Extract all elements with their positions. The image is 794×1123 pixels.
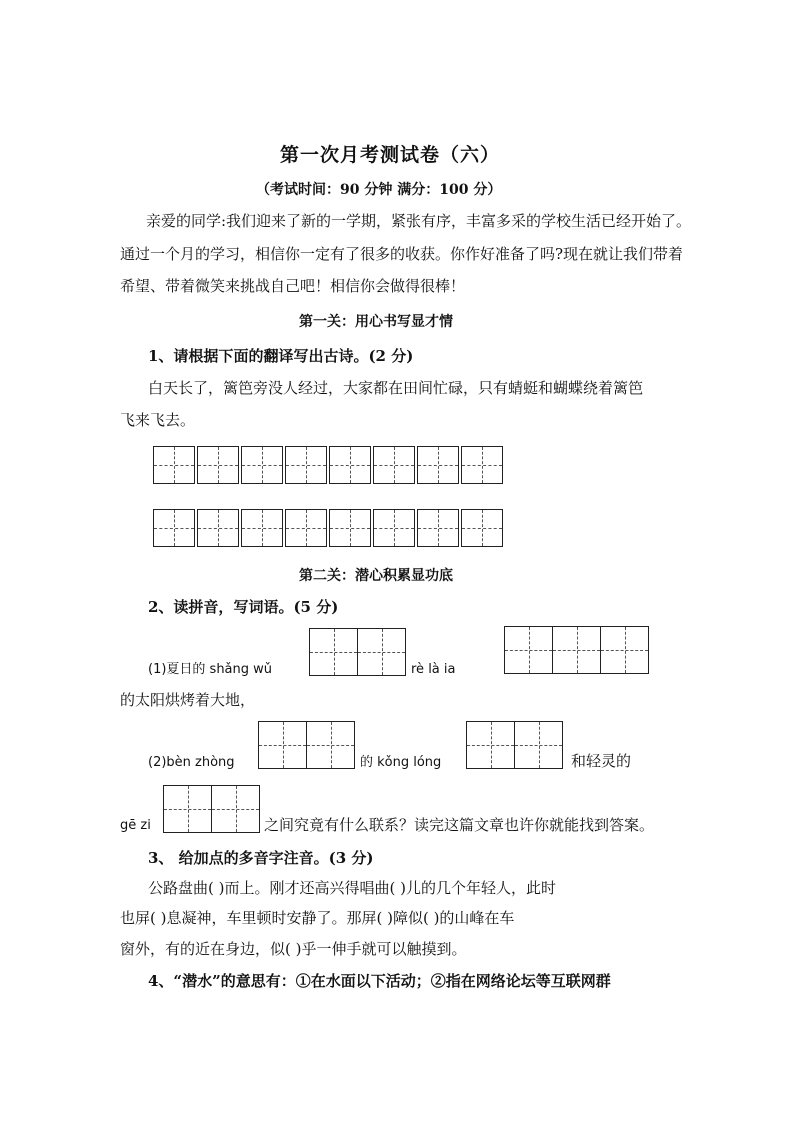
answer-grid-relala [504,626,649,674]
question-2-line-1-cont: 的太阳烘烤着大地， [120,691,256,709]
question-2-line-2-suffix: 和轻灵的 [571,752,632,770]
writing-cell[interactable] [329,509,371,547]
writing-cell[interactable] [417,509,459,547]
writing-cell[interactable] [241,446,283,484]
answer-cell[interactable] [309,628,358,676]
section-2-heading: 第二关：潜心积累显功底 [299,568,453,584]
intro-line-1: 亲爱的同学:我们迎来了新的一学期，紧张有序，丰富多采的学校生活已经开始了。 [146,212,692,230]
answer-grid-shangwu [309,628,406,676]
answer-cell[interactable] [211,785,260,833]
section-1-heading: 第一关：用心书写显才情 [299,314,453,330]
writing-cell[interactable] [153,446,195,484]
question-3-line-3: 窗外，有的近在身边，似( )乎一伸手就可以触摸到。 [120,940,467,958]
question-2-title: 2、读拼音，写词语。(5 分) [148,598,339,616]
question-2-line-3-prefix: gē zi [120,818,151,833]
question-4-title: 4、“潜水”的意思有：①在水面以下活动；②指在网络论坛等互联网群 [148,972,611,990]
writing-cell[interactable] [241,509,283,547]
writing-grid-row-2 [153,509,505,547]
writing-cell[interactable] [197,509,239,547]
writing-cell[interactable] [461,446,503,484]
intro-line-2: 通过一个月的学习，相信你一定有了很多的收获。你作好准备了吗?现在就让我们带着 [120,245,684,263]
question-2-line-2-prefix: (2)bèn zhòng [148,755,235,770]
writing-cell[interactable] [285,446,327,484]
answer-cell[interactable] [552,626,601,674]
exam-info: （考试时间：90 分钟 满分：100 分） [256,182,502,198]
question-3-title: 3、 给加点的多音字注音。(3 分) [148,849,374,867]
answer-cell[interactable] [504,626,553,674]
answer-cell[interactable] [306,721,355,769]
writing-cell[interactable] [285,509,327,547]
answer-grid-benzhong [258,721,355,769]
answer-cell[interactable] [357,628,406,676]
writing-cell[interactable] [417,446,459,484]
question-2-line-3-suffix: 之间究竟有什么联系？读完这篇文章也许你就能找到答案。 [264,816,655,834]
answer-cell[interactable] [258,721,307,769]
question-1-text-1: 白天长了，篱笆旁没人经过，大家都在田间忙碌，只有蜻蜓和蝴蝶绕着篱笆 [148,379,644,397]
answer-grid-konglong [466,721,563,769]
page-title: 第一次月考测试卷（六） [280,144,501,166]
question-2-line-2-mid: 的 kǒng lóng [360,755,442,770]
answer-cell[interactable] [600,626,649,674]
question-1-text-2: 飞来飞去。 [120,411,196,429]
writing-cell[interactable] [153,509,195,547]
question-3-line-1: 公路盘曲( )而上。刚才还高兴得唱曲( )儿的几个年轻人，此时 [148,879,556,897]
question-1-title: 1、请根据下面的翻译写出古诗。(2 分) [148,347,414,365]
writing-cell[interactable] [373,446,415,484]
writing-cell[interactable] [329,446,371,484]
question-2-line-1-prefix: (1)夏日的 shǎng wǔ [148,662,273,677]
answer-grid-gezi [163,785,260,833]
writing-grid-row-1 [153,446,505,484]
question-2-pinyin-relala: rè là ia [411,662,456,677]
answer-cell[interactable] [466,721,515,769]
answer-cell[interactable] [514,721,563,769]
answer-cell[interactable] [163,785,212,833]
writing-cell[interactable] [461,509,503,547]
writing-cell[interactable] [197,446,239,484]
writing-cell[interactable] [373,509,415,547]
question-3-line-2: 也屏( )息凝神，车里顿时安静了。那屏( )障似( )的山峰在车 [120,909,515,927]
intro-line-3: 希望、带着微笑来挑战自己吧！相信你会做得很棒！ [120,277,466,295]
